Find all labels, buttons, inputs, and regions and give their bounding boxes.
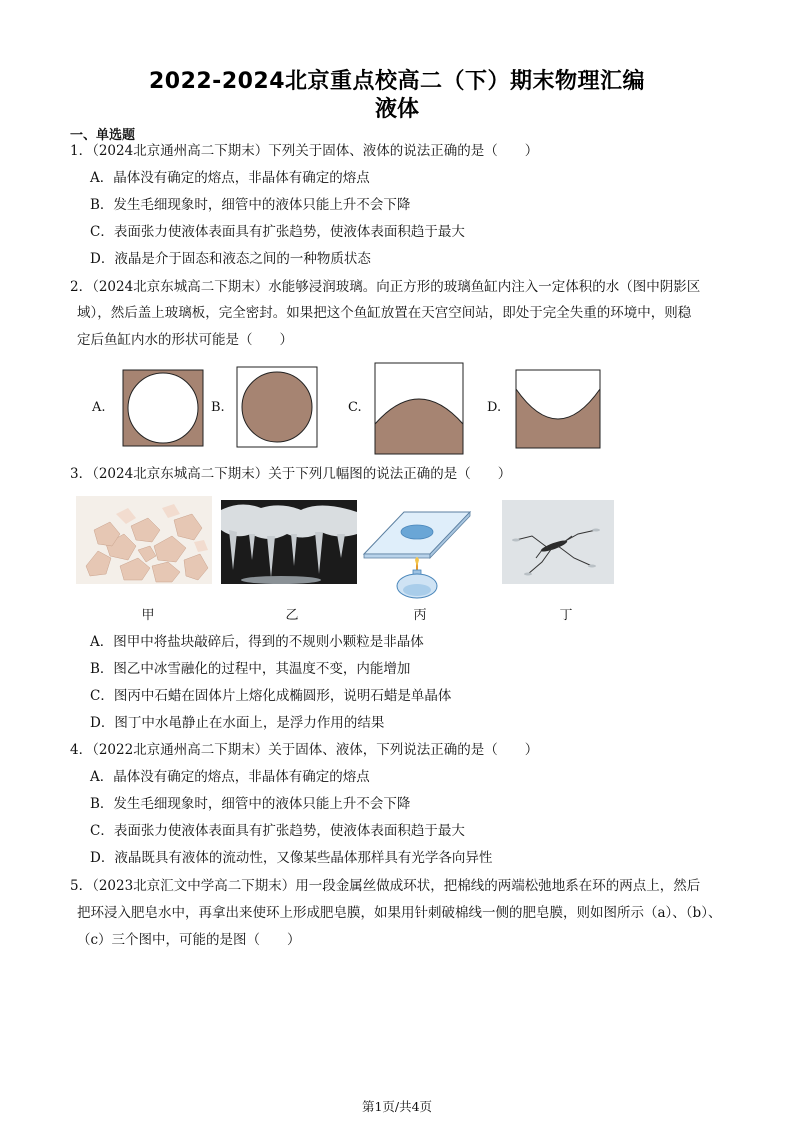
q3-caption-ding: 丁 (559, 608, 573, 623)
q3-caption-yi: 乙 (285, 608, 299, 623)
q3-caption-bing: 丙 (413, 608, 427, 623)
document-title: 2022-2024北京重点校高二（下）期末物理汇编 (148, 69, 646, 94)
q2-figure-a (122, 369, 204, 447)
q3-photo-salt-chunks (76, 496, 212, 584)
section-heading: 一、单选题 (70, 128, 136, 143)
q1-option-b: B．发生毛细现象时，细管中的液体只能上升不会下降 (90, 197, 411, 213)
document-subtitle: 液体 (374, 97, 419, 122)
q2-label-a: A. (92, 400, 106, 415)
q2-label-b: B. (211, 400, 225, 415)
q3-option-d: D．图丁中水黾静止在水面上，是浮力作用的结果 (90, 715, 385, 731)
q5-stem-line-3: （c）三个图中，可能的是图（ ） (77, 932, 301, 948)
q4-option-d: D．液晶既具有液体的流动性，又像某些晶体那样具有光学各向异性 (90, 850, 493, 866)
q3-photo-melting-ice (221, 500, 357, 584)
q5-stem-line-2: 把环浸入肥皂水中，再拿出来使环上形成肥皂膜，如果用针刺破棉线一侧的肥皂膜，则如图所示（a）、（b）、 (77, 905, 722, 921)
q2-label-c: C. (348, 400, 362, 415)
q2-stem-line-3: 定后鱼缸内水的形状可能是（ ） (77, 332, 293, 348)
q1-option-a: A．晶体没有确定的熔点，非晶体有确定的熔点 (90, 170, 370, 186)
q3-photo-water-strider (502, 500, 614, 584)
q5-stem-line-1: 5．（2023北京汇文中学高二下期末）用一段金属丝做成环状，把棉线的两端松弛地系在环的两点上，然后 (70, 878, 701, 894)
q2-figure-d (515, 369, 601, 449)
q4-option-b: B．发生毛细现象时，细管中的液体只能上升不会下降 (90, 796, 411, 812)
q3-figure-heated-plate (362, 498, 472, 600)
q3-option-b: B．图乙中冰雪融化的过程中，其温度不变，内能增加 (90, 661, 411, 677)
q4-stem: 4．（2022北京通州高二下期末）关于固体、液体，下列说法正确的是（ ） (70, 742, 539, 758)
q1-option-d: D．液晶是介于固态和液态之间的一种物质状态 (90, 251, 371, 267)
q3-option-c: C．图丙中石蜡在固体片上熔化成椭圆形，说明石蜡是单晶体 (90, 688, 452, 704)
q2-figure-b (236, 366, 318, 448)
q3-stem: 3．（2024北京东城高二下期末）关于下列几幅图的说法正确的是（ ） (70, 466, 512, 482)
q2-stem-line-2: 域），然后盖上玻璃板，完全密封。如果把这个鱼缸放置在天宫空间站，即处于完全失重的环境中，则稳 (77, 305, 692, 321)
q4-option-a: A．晶体没有确定的熔点，非晶体有确定的熔点 (90, 769, 370, 785)
q2-label-d: D. (487, 400, 502, 415)
q4-option-c: C．表面张力使液体表面具有扩张趋势，使液体表面积趋于最大 (90, 823, 465, 839)
q1-option-c: C．表面张力使液体表面具有扩张趋势，使液体表面积趋于最大 (90, 224, 465, 240)
q3-caption-jia: 甲 (141, 608, 155, 623)
q3-option-a: A．图甲中将盐块敲碎后，得到的不规则小颗粒是非晶体 (90, 634, 424, 650)
q1-stem: 1．（2024北京通州高二下期末）下列关于固体、液体的说法正确的是（ ） (70, 143, 539, 159)
page-footer: 第1页/共4页 (361, 1099, 433, 1114)
q2-figure-c (374, 362, 464, 455)
q2-stem-line-1: 2．（2024北京东城高二下期末）水能够浸润玻璃。向正方形的玻璃鱼缸内注入一定体积的水（图中阴影区 (70, 279, 701, 295)
